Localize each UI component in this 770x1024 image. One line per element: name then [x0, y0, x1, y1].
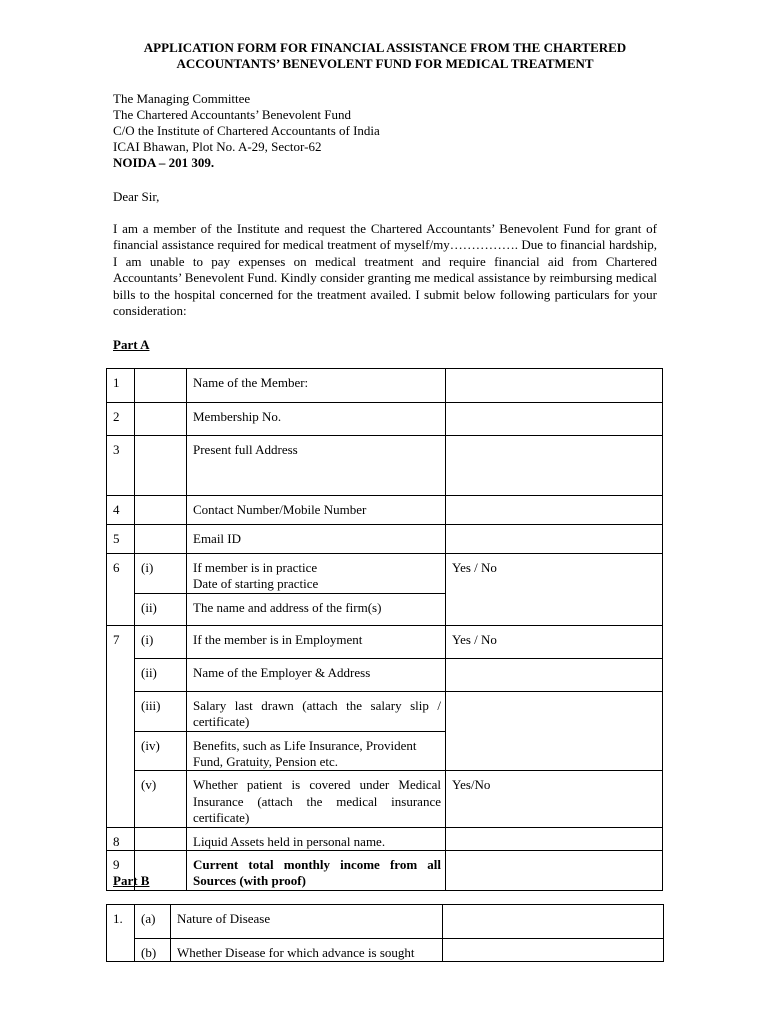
table-row	[107, 939, 664, 962]
field-label-membership-no: Membership No.	[187, 403, 446, 436]
table-row	[107, 658, 663, 691]
table-row	[107, 554, 663, 594]
row-number: 8	[107, 827, 135, 850]
sub-number	[135, 403, 187, 436]
recipient-address	[113, 91, 380, 171]
field-value-disease[interactable]	[443, 905, 664, 939]
field-label-benefits: Benefits, such as Life Insurance, Provident Fund, Gratuity, Pension etc.	[187, 731, 446, 771]
address-line-3: C/O the Institute of Chartered Accountants of India	[113, 123, 380, 138]
table-row	[107, 403, 663, 436]
field-label-practice-line-1: If member is in practice	[193, 560, 318, 575]
field-label-practice-line-2: Date of starting practice	[193, 576, 319, 592]
row-number: 1.	[107, 905, 135, 962]
table-row	[107, 525, 663, 554]
field-label-liquid-assets: Liquid Assets held in personal name.	[187, 827, 446, 850]
field-label-disease-advance: Whether Disease for which advance is sought	[171, 939, 443, 962]
sub-number: (i)	[135, 554, 187, 594]
field-value-monthly-income[interactable]	[446, 851, 663, 891]
row-number: 1	[107, 369, 135, 403]
salutation: Dear Sir,	[113, 189, 160, 204]
field-value-employer[interactable]	[446, 658, 663, 691]
table-row	[107, 771, 663, 827]
sub-number: (v)	[135, 771, 187, 827]
address-line-4: ICAI Bhawan, Plot No. A-29, Sector-62	[113, 139, 322, 154]
field-value-membership-no[interactable]	[446, 403, 663, 436]
table-row	[107, 496, 663, 525]
field-value-practice[interactable]: Yes / No	[446, 554, 663, 626]
table-row	[107, 369, 663, 403]
part-b-title: Part B	[113, 873, 150, 888]
field-label-address: Present full Address	[187, 436, 446, 496]
field-label-insurance: Whether patient is covered under Medical Insurance (attach the medical insurance certificate)	[187, 771, 446, 827]
field-label-monthly-income: Current total monthly income from all Sources (with proof)	[187, 851, 446, 891]
sub-number	[135, 525, 187, 554]
field-value-contact[interactable]	[446, 496, 663, 525]
intro-paragraph: I am a member of the Institute and request the Chartered Accountants’ Benevolent Fund for grant of financial assistance required for medical treatment of myself/my……………. Due to financial hardship, I am unable to pay expenses on medical treatment and require financial aid from Chartered Accountants’ Benevolent Fund. Kindly consider granting me medical assistance by reimbursing medical bills to the hospital concerned for the treatment availed. I submit below following particulars for your consideration:	[113, 221, 657, 319]
field-label-employer: Name of the Employer & Address	[187, 658, 446, 691]
form-title-line-1: APPLICATION FORM FOR FINANCIAL ASSISTANCE FROM THE CHARTERED	[143, 40, 627, 55]
table-row	[107, 625, 663, 658]
field-value-insurance[interactable]: Yes/No	[446, 771, 663, 827]
field-value-address[interactable]	[446, 436, 663, 496]
address-line-2: The Chartered Accountants’ Benevolent Fund	[113, 107, 352, 122]
form-title	[100, 40, 670, 72]
table-row	[107, 436, 663, 496]
row-number: 4	[107, 496, 135, 525]
sub-number: (ii)	[135, 593, 187, 625]
table-row	[107, 827, 663, 850]
field-label-practice	[187, 554, 446, 594]
field-label-member-name: Name of the Member:	[187, 369, 446, 403]
sub-number: (ii)	[135, 658, 187, 691]
field-label-salary: Salary last drawn (attach the salary slip / certificate)	[187, 691, 446, 731]
address-line-5: NOIDA – 201 309.	[113, 155, 215, 170]
field-label-employment: If the member is in Employment	[187, 625, 446, 658]
part-a-title: Part A	[113, 337, 150, 352]
field-value-employment[interactable]: Yes / No	[446, 625, 663, 658]
sub-number: (a)	[135, 905, 171, 939]
field-label-email: Email ID	[187, 525, 446, 554]
field-label-disease: Nature of Disease	[171, 905, 443, 939]
sub-number	[135, 369, 187, 403]
sub-number	[135, 827, 187, 850]
sub-number: (b)	[135, 939, 171, 962]
row-number: 9	[107, 851, 135, 891]
row-number: 2	[107, 403, 135, 436]
row-number: 7	[107, 625, 135, 827]
part-a-table	[106, 368, 663, 891]
field-value-salary-benefits[interactable]	[446, 691, 663, 771]
address-line-1: The Managing Committee	[113, 91, 251, 106]
sub-number	[135, 496, 187, 525]
field-value-disease-advance[interactable]	[443, 939, 664, 962]
part-b-table	[106, 904, 664, 962]
sub-number: (i)	[135, 625, 187, 658]
form-title-line-2: ACCOUNTANTS’ BENEVOLENT FUND FOR MEDICAL TREATMENT	[176, 56, 594, 71]
field-label-firm: The name and address of the firm(s)	[187, 593, 446, 625]
field-value-liquid-assets[interactable]	[446, 827, 663, 850]
field-value-email[interactable]	[446, 525, 663, 554]
sub-number	[135, 436, 187, 496]
field-label-contact: Contact Number/Mobile Number	[187, 496, 446, 525]
table-row	[107, 905, 664, 939]
table-row	[107, 851, 663, 891]
table-row	[107, 691, 663, 731]
sub-number: (iii)	[135, 691, 187, 731]
row-number: 3	[107, 436, 135, 496]
row-number: 6	[107, 554, 135, 626]
field-value-member-name[interactable]	[446, 369, 663, 403]
sub-number: (iv)	[135, 731, 187, 771]
row-number: 5	[107, 525, 135, 554]
